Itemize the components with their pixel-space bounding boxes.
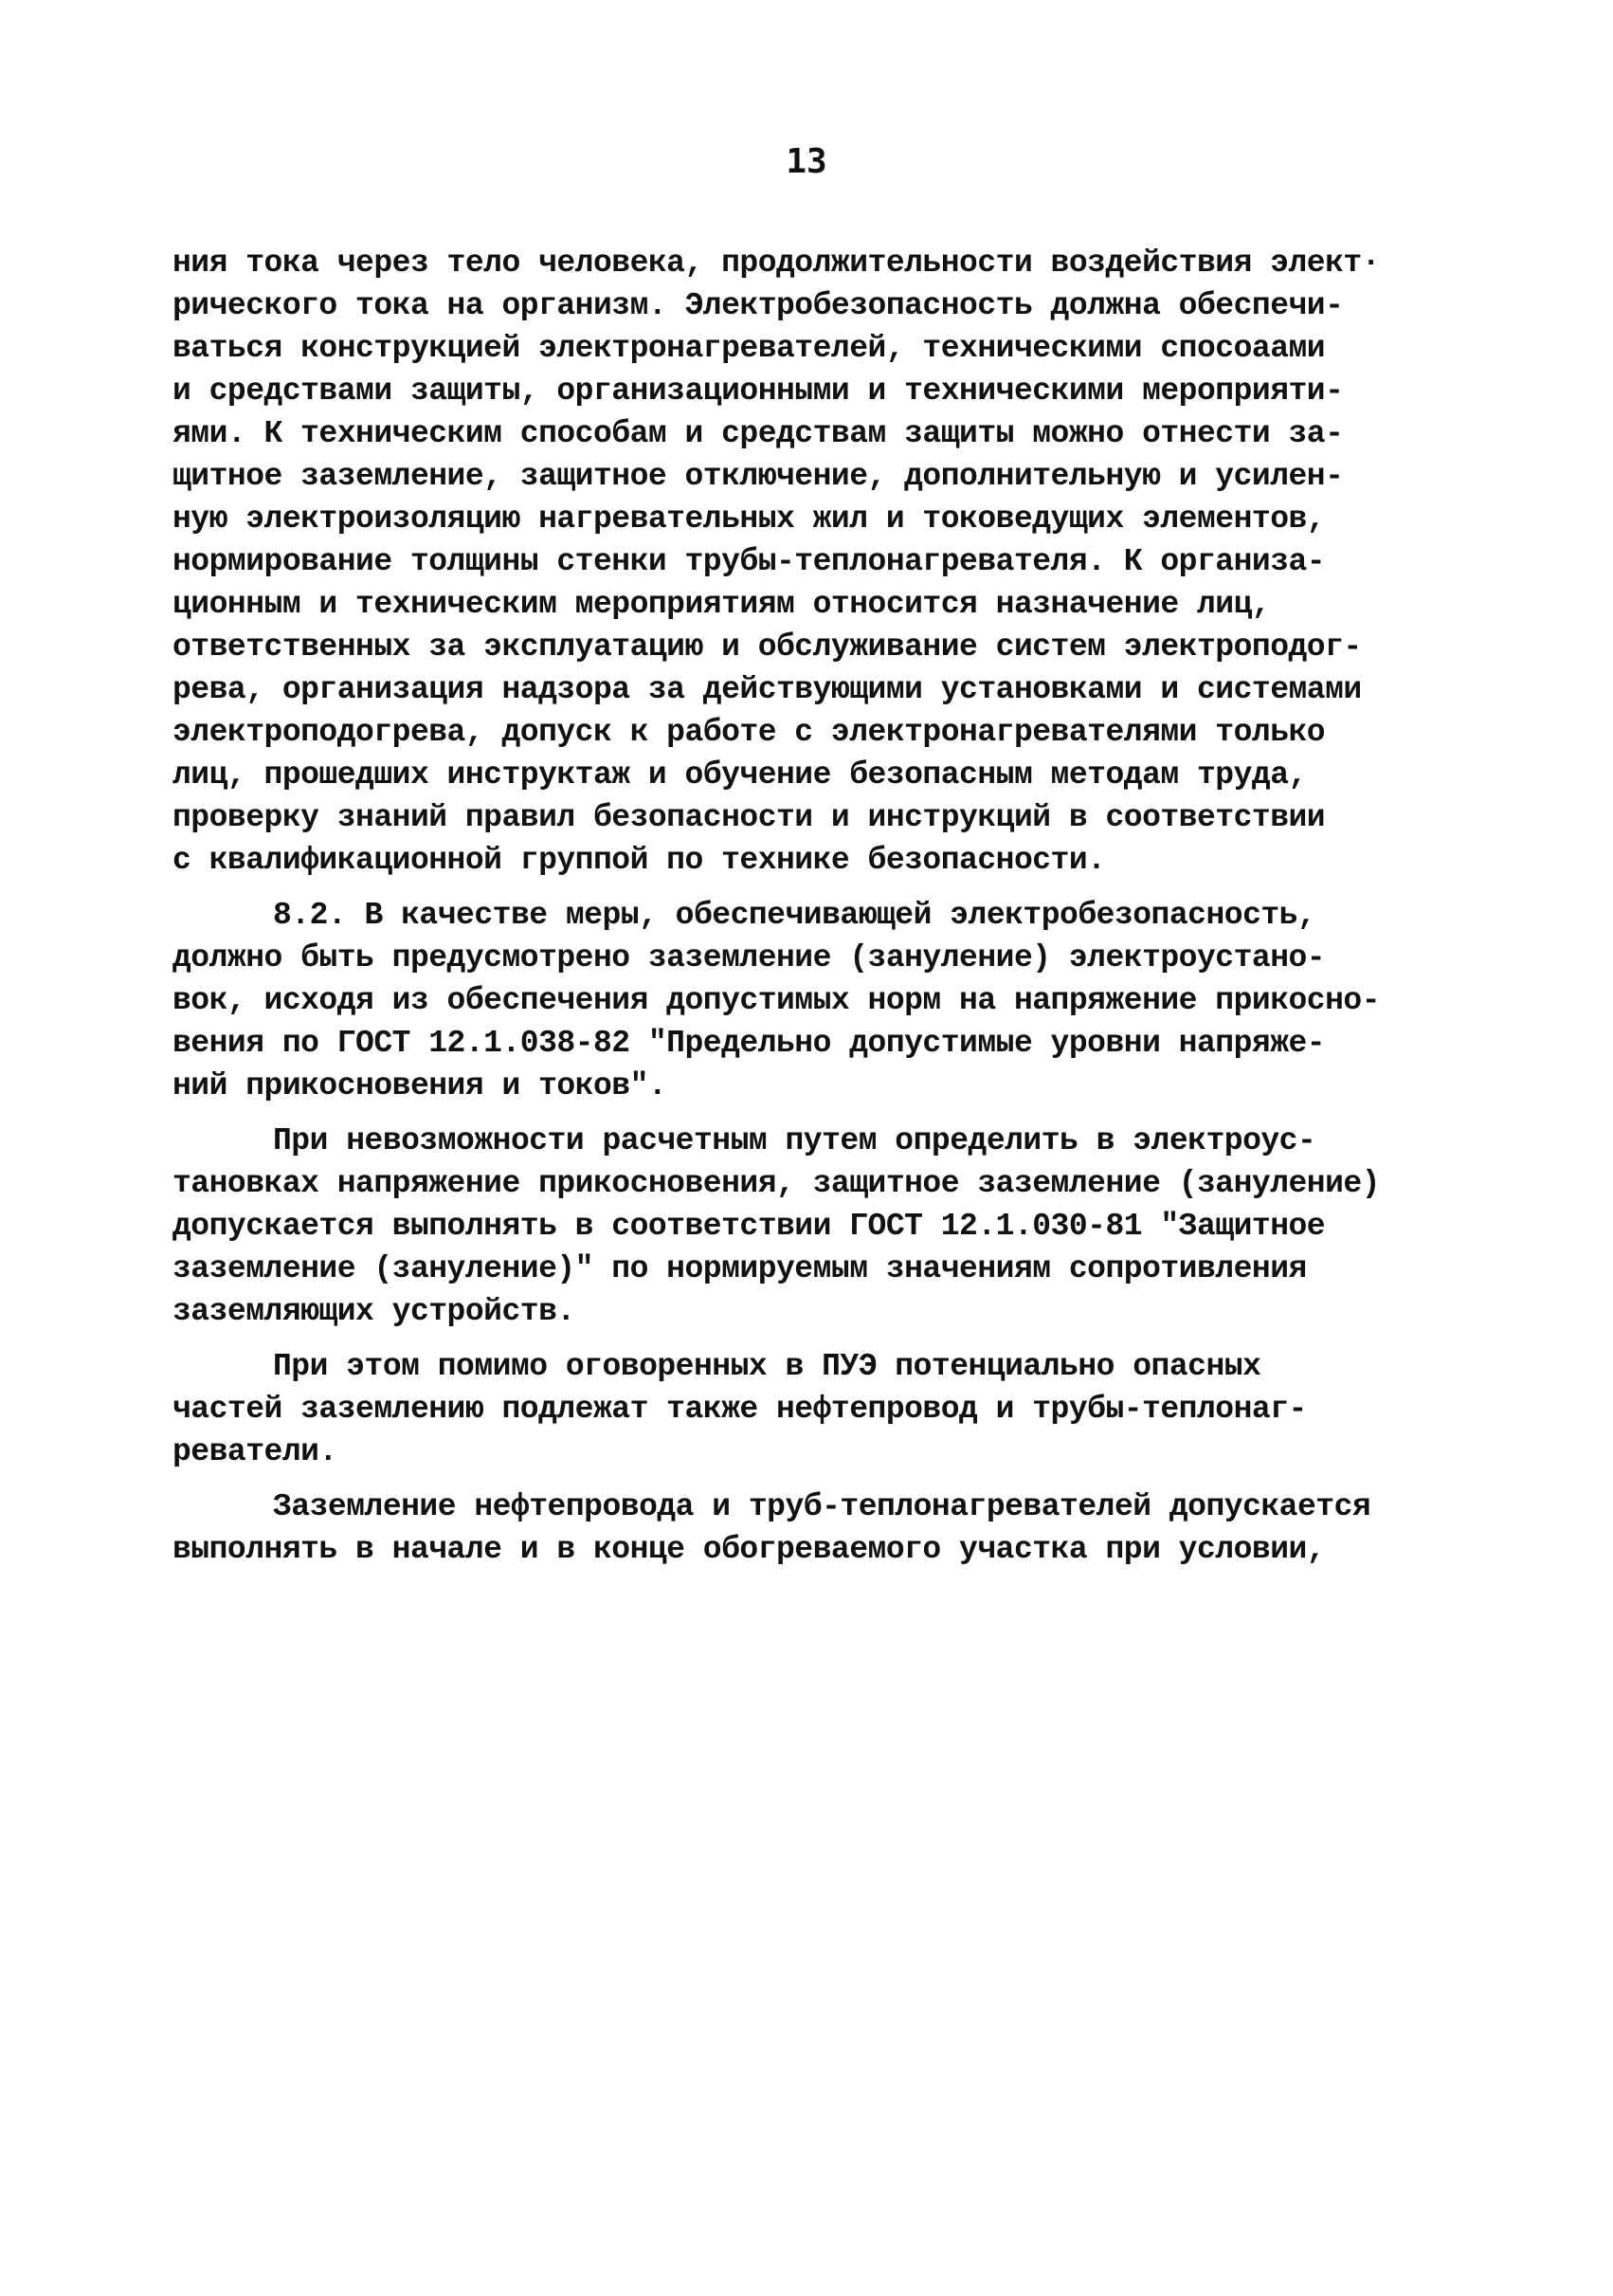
text-line: заземляющих устройств. — [172, 1294, 575, 1329]
text-line: Заземление нефтепровода и труб-теплонагревателей допускается — [273, 1489, 1371, 1524]
paragraph-8-2 — [172, 894, 1461, 1107]
text-line: ционным и техническим мероприятиям относится назначение лиц, — [172, 587, 1271, 622]
text-line: с квалификационной группой по технике безопасности. — [172, 843, 1106, 878]
text-line: должно быть предусмотрено заземление (зануление) электроустано- — [172, 940, 1326, 975]
page-number: 13 — [786, 142, 827, 181]
text-line: проверку знаний правил безопасности и инструкций в соответствии — [172, 800, 1326, 835]
text-line: ную электроизоляцию нагревательных жил и токоведущих элементов, — [172, 501, 1326, 537]
text-line: вок, исходя из обеспечения допустимых норм на напряжение прикосно- — [172, 983, 1381, 1018]
body-text — [172, 242, 1461, 1571]
text-line: электроподогрева, допуск к работе с электронагревателями только — [172, 715, 1326, 750]
text-line: ями. К техническим способам и средствам защиты можно отнести за- — [172, 416, 1344, 451]
text-line: тановках напряжение прикосновения, защитное заземление (зануление) — [172, 1166, 1381, 1201]
text-line: При этом помимо оговоренных в ПУЭ потенциально опасных — [273, 1349, 1261, 1384]
paragraph-4 — [172, 1345, 1461, 1473]
text-line: рического тока на организм. Электробезопасность должна обеспечи- — [172, 288, 1344, 323]
text-line: лиц, прошедших инструктаж и обучение безопасным методам труда, — [172, 757, 1307, 793]
paragraph-3 — [172, 1120, 1461, 1333]
text-line: 8.2. В качестве меры, обеспечивающей электробезопасность, — [273, 898, 1316, 933]
text-line: ваться конструкцией электронагревателей, техническими спосоаами — [172, 331, 1326, 366]
paragraph-1 — [172, 242, 1461, 882]
paragraph-5 — [172, 1485, 1461, 1571]
text-line: нормирование толщины стенки трубы-теплонагревателя. К организа- — [172, 544, 1326, 579]
text-line: щитное заземление, защитное отключение, дополнительную и усилен- — [172, 459, 1344, 494]
text-line: ния тока через тело человека, продолжительности воздействия элект· — [172, 246, 1381, 281]
text-line: При невозможности расчетным путем определить в электроус- — [273, 1123, 1316, 1158]
text-line: выполнять в начале и в конце обогреваемого участка при условии, — [172, 1532, 1326, 1567]
text-line: и средствами защиты, организационными и техническими мероприяти- — [172, 374, 1344, 409]
text-line: вения по ГОСТ 12.1.038-82 "Предельно допустимые уровни напряже- — [172, 1026, 1326, 1061]
text-line: реватели. — [172, 1434, 337, 1469]
text-line: допускается выполнять в соответствии ГОСТ 12.1.030-81 "Защитное — [172, 1209, 1326, 1244]
text-line: заземление (зануление)" по нормируемым значениям сопротивления — [172, 1251, 1307, 1286]
text-line: рева, организация надзора за действующими установками и системами — [172, 672, 1362, 707]
text-line: частей заземлению подлежат также нефтепровод и трубы-теплонаг- — [172, 1392, 1307, 1427]
text-line: ответственных за эксплуатацию и обслуживание систем электроподог- — [172, 629, 1362, 665]
text-line: ний прикосновения и токов". — [172, 1068, 667, 1103]
